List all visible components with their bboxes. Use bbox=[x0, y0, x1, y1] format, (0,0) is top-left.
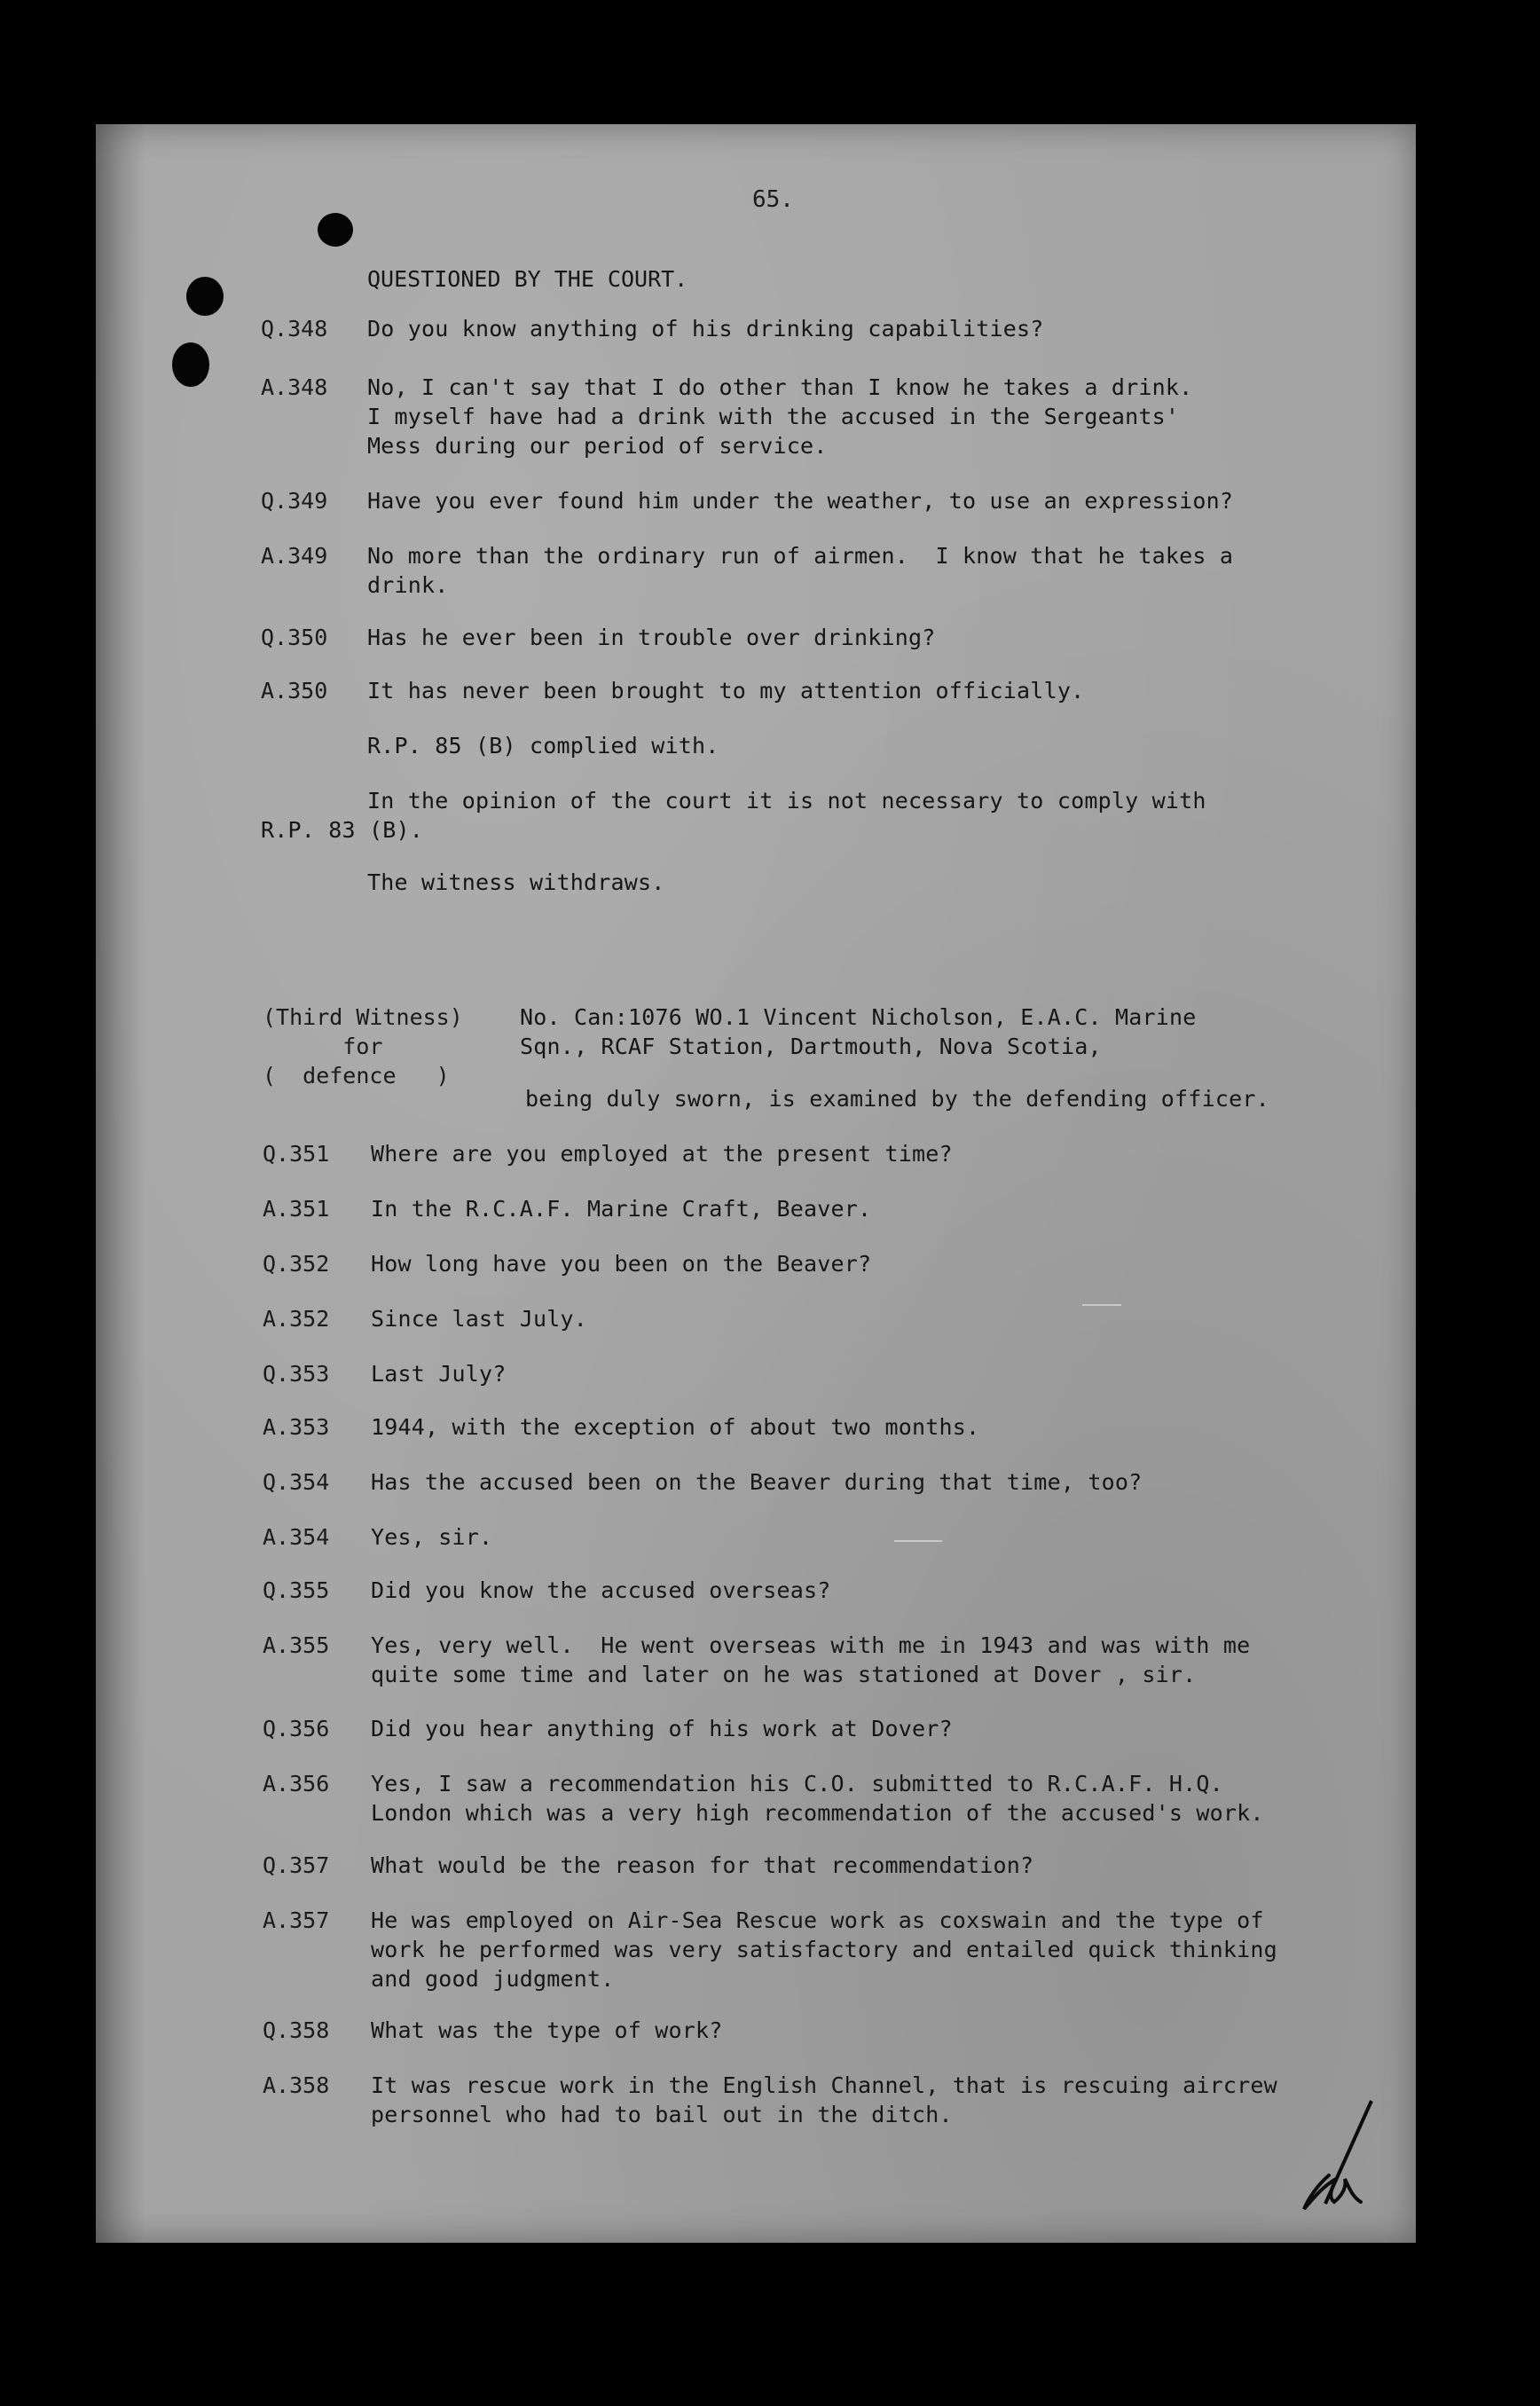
question-text: Has the accused been on the Beaver during that time, too? bbox=[371, 1469, 1143, 1495]
answer-label: A.349 bbox=[261, 543, 328, 569]
question-label: Q.354 bbox=[263, 1469, 330, 1495]
question-label: Q.352 bbox=[263, 1251, 330, 1277]
answer-text: Yes, very well. He went overseas with me in 1943 and was with me quite some time and later on he was stationed at Dover , sir. bbox=[371, 1632, 1251, 1687]
question-label: Q.356 bbox=[263, 1716, 330, 1742]
answer-text: No more than the ordinary run of airmen. I know that he takes a drink. bbox=[367, 543, 1234, 598]
answer-text: Yes, sir. bbox=[371, 1524, 493, 1550]
question-text: What was the type of work? bbox=[371, 2017, 723, 2043]
section-heading: QUESTIONED BY THE COURT. bbox=[367, 266, 688, 292]
question-text: Has he ever been in trouble over drinking? bbox=[367, 625, 936, 650]
question-label: Q.350 bbox=[261, 625, 328, 650]
answer-text: It has never been brought to my attention officially. bbox=[367, 678, 1085, 704]
question-label: Q.349 bbox=[261, 488, 328, 514]
scan-artifact bbox=[894, 1540, 942, 1542]
question-label: Q.355 bbox=[263, 1577, 330, 1603]
witness-designation: (Third Witness) for ( defence ) bbox=[263, 1004, 463, 1089]
punch-hole bbox=[318, 213, 353, 247]
answer-label: A.354 bbox=[263, 1524, 330, 1550]
answer-label: A.351 bbox=[263, 1196, 330, 1222]
handwritten-initials bbox=[1290, 2097, 1379, 2213]
witness-sworn-note: being duly sworn, is examined by the defending officer. bbox=[525, 1086, 1269, 1112]
question-text: Last July? bbox=[371, 1361, 507, 1387]
question-label: Q.357 bbox=[263, 1852, 330, 1878]
page-number: 65. bbox=[752, 186, 794, 213]
question-label: Q.348 bbox=[261, 316, 328, 342]
punch-hole bbox=[186, 277, 224, 316]
answer-label: A.348 bbox=[261, 374, 328, 400]
answer-label: A.355 bbox=[263, 1632, 330, 1658]
answer-label: A.357 bbox=[263, 1907, 330, 1933]
question-label: Q.358 bbox=[263, 2017, 330, 2043]
answer-label: A.350 bbox=[261, 678, 328, 704]
question-text: Where are you employed at the present time? bbox=[371, 1141, 953, 1167]
scan-artifact bbox=[1082, 1304, 1121, 1306]
witness-withdraws-note: The witness withdraws. bbox=[367, 869, 665, 895]
answer-text: It was rescue work in the English Channel, that is rescuing aircrew personnel who had to bail out in the ditch. bbox=[371, 2072, 1277, 2127]
witness-details: No. Can:1076 WO.1 Vincent Nicholson, E.A.C. Marine Sqn., RCAF Station, Dartmouth, Nova Scotia, bbox=[520, 1004, 1197, 1059]
answer-text: Yes, I saw a recommendation his C.O. submitted to R.C.A.F. H.Q. London which was a very high recommendation of the accused's work. bbox=[371, 1771, 1264, 1826]
rp-complied-note: R.P. 85 (B) complied with. bbox=[367, 733, 719, 759]
question-text: Did you hear anything of his work at Dover? bbox=[371, 1716, 953, 1742]
question-label: Q.353 bbox=[263, 1361, 330, 1387]
court-opinion-note: In the opinion of the court it is not necessary to comply with R.P. 83 (B). bbox=[261, 788, 1206, 843]
punch-hole bbox=[172, 342, 209, 387]
question-label: Q.351 bbox=[263, 1141, 330, 1167]
answer-text: In the R.C.A.F. Marine Craft, Beaver. bbox=[371, 1196, 872, 1222]
question-text: How long have you been on the Beaver? bbox=[371, 1251, 872, 1277]
answer-text: No, I can't say that I do other than I know he takes a drink. I myself have had a drink with the accused in the Sergeants' Mess during our period of service. bbox=[367, 374, 1193, 459]
answer-label: A.356 bbox=[263, 1771, 330, 1797]
question-text: Did you know the accused overseas? bbox=[371, 1577, 831, 1603]
question-text: What would be the reason for that recommendation? bbox=[371, 1852, 1034, 1878]
question-text: Have you ever found him under the weather, to use an expression? bbox=[367, 488, 1234, 514]
answer-label: A.353 bbox=[263, 1414, 330, 1440]
scan-shadow bbox=[96, 124, 145, 2243]
answer-text: Since last July. bbox=[371, 1306, 588, 1332]
answer-label: A.358 bbox=[263, 2072, 330, 2098]
answer-label: A.352 bbox=[263, 1306, 330, 1332]
question-text: Do you know anything of his drinking capabilities? bbox=[367, 316, 1044, 342]
answer-text: He was employed on Air-Sea Rescue work as coxswain and the type of work he performed was very satisfactory and entailed quick thinking and good judgment. bbox=[371, 1907, 1277, 1992]
answer-text: 1944, with the exception of about two months. bbox=[371, 1414, 980, 1440]
document-page bbox=[96, 124, 1416, 2243]
